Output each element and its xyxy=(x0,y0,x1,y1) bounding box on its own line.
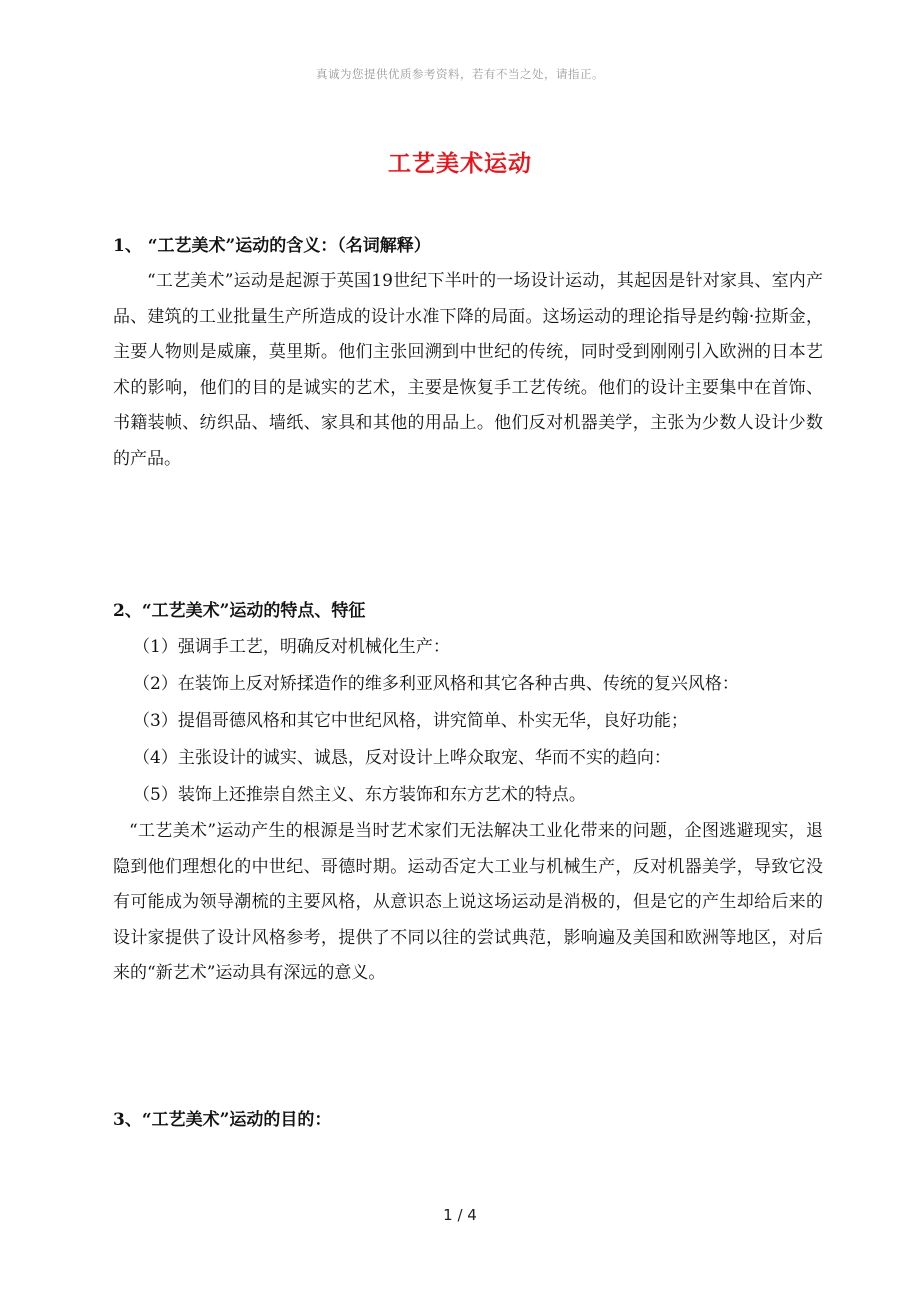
section-3 xyxy=(113,1102,823,1138)
list-item: （5）装饰上还推崇自然主义、东方装饰和东方艺术的特点。 xyxy=(133,785,586,805)
section-1 xyxy=(113,228,823,477)
section-1-paragraph: “工艺美术”运动是起源于英国19世纪下半叶的一场设计运动，其起因是针对家具、室内产品、建筑的工业批量生产所造成的设计水准下降的局面。这场运动的理论指导是约翰·拉斯金，主要人物则是威廉，莫里斯。他们主张回溯到中世纪的传统，同时受到刚刚引入欧洲的日本艺术的影响，他们的目的是诚实的艺术，主要是恢复手工艺传统。他们的设计主要集中在首饰、书籍装帧、纺织品、墙纸、家具和其他的用品上。他们反对机器美学，主张为少数人设计少数的产品。 xyxy=(113,271,823,469)
characteristics-list xyxy=(113,629,823,814)
section-3-heading: 3、“工艺美术”运动的目的： xyxy=(113,1110,332,1130)
list-item: （4）主张设计的诚实、诚恳，反对设计上哗众取宠、华而不实的趋向： xyxy=(133,748,671,768)
section-1-heading: 1、 “工艺美术”运动的含义：（名词解释） xyxy=(113,236,431,256)
list-item: （3）提倡哥德风格和其它中世纪风格，讲究简单、朴实无华，良好功能； xyxy=(133,711,688,731)
list-item: （2）在装饰上反对矫揉造作的维多利亚风格和其它各种古典、传统的复兴风格： xyxy=(133,674,739,694)
document-title: 工艺美术运动 xyxy=(388,150,532,177)
page-number: 1 / 4 xyxy=(443,1206,477,1224)
section-2-paragraph: “工艺美术”运动产生的根源是当时艺术家们无法解决工业化带来的问题，企图逃避现实，退隐到他们理想化的中世纪、哥德时期。运动否定大工业与机械生产，反对机器美学，导致它没有可能成为领导潮梳的主要风格，从意识态上说这场运动是消极的，但是它的产生却给后来的设计家提供了设计风格参考，提供了不同以往的尝试典范，影响遍及美国和欧洲等地区，对后来的“新艺术”运动具有深远的意义。 xyxy=(113,821,823,983)
list-item: （1）强调手工艺，明确反对机械化生产： xyxy=(133,637,450,657)
section-2 xyxy=(113,593,823,992)
header-note: 真诚为您提供优质参考资料，若有不当之处，请指正。 xyxy=(316,67,604,81)
section-2-heading: 2、“工艺美术”运动的特点、特征 xyxy=(113,601,366,621)
